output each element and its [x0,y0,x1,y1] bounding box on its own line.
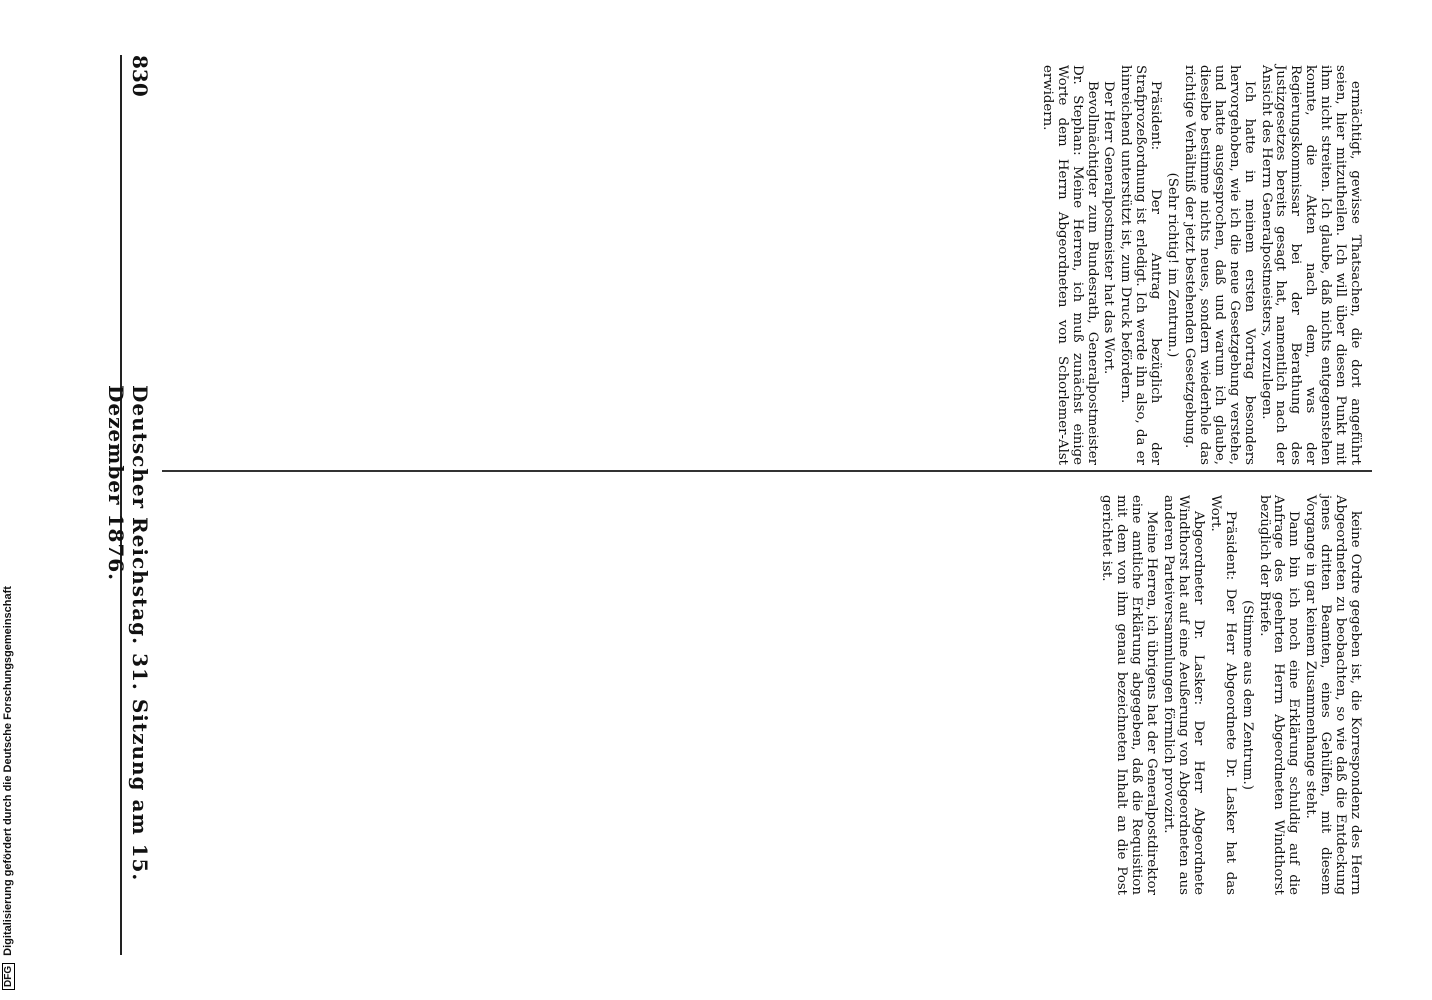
paragraph: Präsident: Der Herr Abgeordnete Dr. Lasker hat das Wort. [1207,495,1238,895]
paragraph: Der Herr Generalpostmeister hat das Wort. [1101,81,1117,375]
paragraph: (Sehr richtig! im Zentrum.) [1165,172,1181,358]
right-column [172,495,1362,895]
paragraph: Abgeordneter Dr. Lasker: Der Herr Abgeordnete Windthorst hat auf eine Aeußerung von Abgeordneten aus anderen Parteiversammlungen förmlich provozirt. [1161,495,1206,895]
paragraph: ermächtigt, gewisse Thatsachen, die dort angeführt seien, hier mitzutheilen. Ich will über diesen Punkt mit ihm nicht streiten. Ich glaube, daß nichts entgegenstehen konnte, die Akten nach dem, was der Regierungskommissar bei der Berathung des Justizgesetzes bereits gesagt hat, namentlich nach der Ansicht des Herrn Generalpostmeisters, vorzulegen. [1258,65,1363,465]
dfg-logo: DFG [2,963,15,990]
paragraph: (Stimme aus dem Zentrum.) [1239,600,1255,790]
paragraph: Meine Herren, ich übrigens hat der Generalpostdirektor eine amtliche Erklärung abgegeben, daß die Requisition mit dem von ihm genau bezeichneten Inhalt an die Post gerichtet ist. [1099,495,1160,895]
footer-credit [2,0,15,990]
paragraph: Dann bin ich noch eine Erklärung schuldig auf die Anfrage des geehrten Herrn Abgeordneten Windthorst bezüglich der Briefe. [1256,495,1302,895]
paragraph: Präsident: Der Antrag bezüglich der Strafprozeßordnung ist erledigt. Ich werde ihn also, da er hinreichend unterstützt ist, zum Druck befördern. [1118,65,1164,465]
column-divider [162,470,1372,472]
running-title: Deutscher Reichstag. 31. Sitzung am 15. Dezember 1876. [104,385,152,882]
paragraph: Ich hatte in meinem ersten Vortrag besonders hervorgehoben, wie ich die neue Gesetzgebung verstehe, und hatte ausgesprochen, daß und warum ich glaube, dieselbe bestimme nichts neues, sondern wiederhole das richtige Verhältniß der jetzt bestehenden Gesetzgebung. [1182,65,1257,465]
credit-text: Digitalisierung gefördert durch die Deutsche Forschungsgemeinschaft [2,586,14,956]
running-header [104,55,152,955]
page-number: 830 [128,55,152,97]
left-column [172,65,1362,465]
paragraph: keine Ordre gegeben ist, die Korrespondenz des Herrn Abgeordneten zu beobachten, so wie daß die Entdeckung jenes dritten Beamten, eines Gehülfen, mit diesem Vorgange in gar keinem Zusammenhange steht. [1303,495,1363,895]
paragraph: Bevollmächtigter zum Bundesrath, Generalpostmeister Dr. Stephan: Meine Herren, ich muß zunächst einige Worte dem Herrn Abgeordneten von Schorlemer-Alst erwidern. [1039,65,1100,465]
